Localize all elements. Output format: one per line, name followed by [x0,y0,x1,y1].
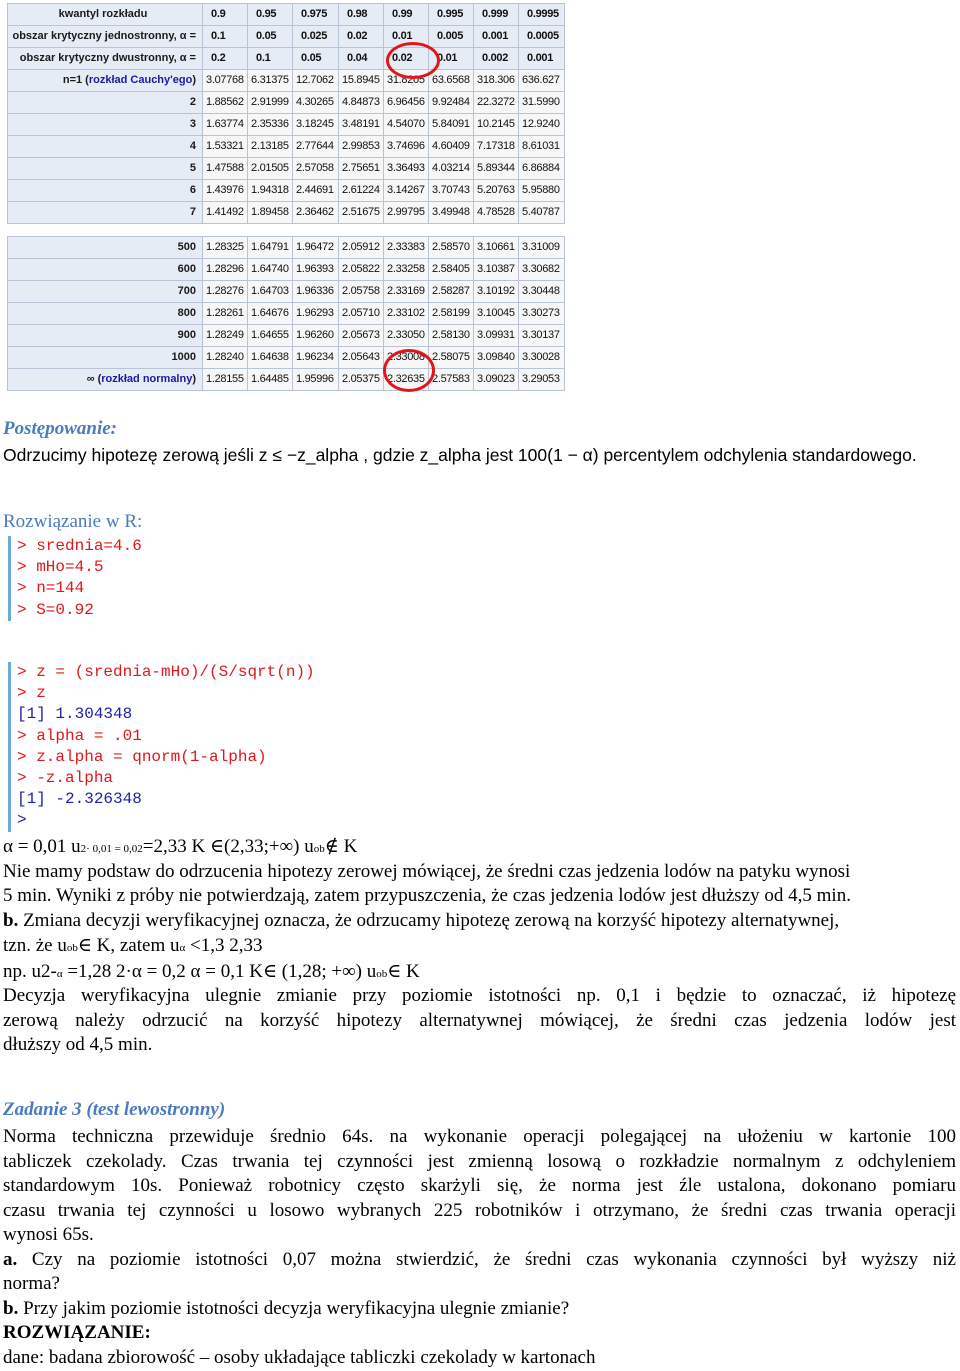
para-b-2sub: ob [66,942,78,954]
table-cell: 2.13185 [248,136,293,158]
question-a-text: Czy na poziomie istotności 0,07 można stwierdzić, że średni czas wykonania czynności był wyższy niż [17,1249,956,1270]
table-row [8,347,565,369]
para-b-text: Zmiana decyzji weryfikacyjnej oznacza, że odrzucamy hipotezę zerową na korzyść hipotezy alternatywnej, [18,910,840,931]
table-cell: 0.999 [474,4,519,26]
table-cell: 0.9 [203,4,248,26]
table-row-label: obszar krytyczny jednostronny, α = [8,26,203,48]
r-code-line: > -z.alpha [17,768,114,787]
table-cell: 1.47588 [203,158,248,180]
table-cell: 6.96456 [384,92,429,114]
para-b-3b: =1,28 2·α = 0,2 α = 0,1 K∈ (1,28; +∞) u [62,961,377,982]
formula-subscript-ob: ob [313,843,325,855]
para1-line-2: 5 min. Wyniki z próby nie potwierdzają, zatem przypuszczenia, że czas jedzenia lodów jest dłuższy od 4,5 min. [3,885,851,906]
table-row-label: 900 [8,325,203,347]
para-b-2b: ∈ K, zatem u [77,935,180,956]
para2-line-2: zerową należy odrzucić na korzyść hipotezy alternatywnej mówiącej, że średni czas jedzenia lodów jest [3,1010,956,1031]
table-cell: 2.58287 [429,281,474,303]
zadanie3-line-5: wynosi 65s. [3,1224,94,1245]
table-cell: 1.64676 [248,303,293,325]
table-cell: 3.10661 [474,237,519,259]
table-cell: 1.95996 [293,369,339,391]
r-console-block-2 [8,662,357,832]
wiki-link[interactable]: rozkład normalny [101,373,193,385]
table-row-label: 1000 [8,347,203,369]
table-cell: 3.18245 [293,114,339,136]
table-row [8,259,565,281]
table-cell: 0.975 [293,4,339,26]
table-cell: 0.05 [293,48,339,70]
table-cell: 2.33169 [384,281,429,303]
table-cell: 0.95 [248,4,293,26]
rozwiazanie-heading: Rozwiązanie w R: [3,511,143,532]
table-cell: 5.20763 [474,180,519,202]
table-cell: 2.33050 [384,325,429,347]
table-cell: 1.64655 [248,325,293,347]
table-row [8,70,565,92]
table-cell: 3.14267 [384,180,429,202]
table-cell: 0.99 [384,4,429,26]
table-cell: 1.28261 [203,303,248,325]
table-cell: 1.96393 [293,259,339,281]
r-console-block-1 [8,536,357,621]
table-row-label: 4 [8,136,203,158]
r-code-line: > n=144 [17,579,85,598]
question-a-line-1 [3,1248,956,1273]
r-code-line: > z = (srednia-mHo)/(S/sqrt(n)) [17,663,315,681]
zadanie3-line-1: Norma techniczna przewiduje średnio 64s. na wykonanie operacji polegającej na ułożeniu w kartonie 100 [3,1126,956,1147]
table-row-label: kwantyl rozkładu [8,4,203,26]
r-code-line: > z.alpha = qnorm(1-alpha) [17,747,267,766]
table-cell: 2.05673 [339,325,384,347]
table-header-row [8,4,565,26]
table-row-label: 700 [8,281,203,303]
table-cell: 2.57058 [293,158,339,180]
table-cell: 2.58075 [429,347,474,369]
table-cell: 1.64703 [248,281,293,303]
table-cell: 22.3272 [474,92,519,114]
table-cell: 12.9240 [519,114,565,136]
r-code-line: > alpha = .01 [17,726,142,745]
table-cell: 63.6568 [429,70,474,92]
table-row [8,136,565,158]
r-code-line: > S=0.92 [17,600,94,619]
table-gap [8,224,565,237]
table-row [8,92,565,114]
table-cell: 2.51675 [339,202,384,224]
table-cell: 1.64485 [248,369,293,391]
r-code-line: > [17,811,27,830]
table-cell: 12.7062 [293,70,339,92]
table-cell: 0.1 [248,48,293,70]
table-cell: 2.36462 [293,202,339,224]
table-cell: 0.04 [339,48,384,70]
table-cell: 2.33383 [384,237,429,259]
table-cell: 3.31009 [519,237,565,259]
table-cell: 0.02 [384,48,429,70]
table-cell: 1.94318 [248,180,293,202]
postepowanie-heading: Postępowanie: [3,418,117,439]
table-cell: 3.48191 [339,114,384,136]
table-row-label: 800 [8,303,203,325]
table-row [8,325,565,347]
table-cell: 6.31375 [248,70,293,92]
table-cell: 0.01 [429,48,474,70]
table-cell: 1.96234 [293,347,339,369]
para-b-3sub: α [56,968,63,980]
table-cell: 4.84873 [339,92,384,114]
para-b-label: b. [3,910,19,931]
table-cell: 3.07768 [203,70,248,92]
table-cell: 1.96293 [293,303,339,325]
table-cell: 1.53321 [203,136,248,158]
table-cell: 3.30682 [519,259,565,281]
table-row [8,237,565,259]
table-row-label: 6 [8,180,203,202]
para-b-line-3 [3,960,956,987]
para-b-2sub2: α [179,942,186,954]
table-row-label: ∞ (rozkład normalny) [8,369,203,391]
table-cell: 2.05710 [339,303,384,325]
table-row-label: 500 [8,237,203,259]
table-cell: 1.28325 [203,237,248,259]
table-row [8,158,565,180]
zadanie3-line-2: tabliczek czekolady. Czas trwania tej czynności jest zmienną losową o rozkładzie normalnym z odchyleniem [3,1151,956,1172]
zadanie3-line-3: standardowym 10s. Ponieważ robotnicy często skarżyli się, że norma jest źle ustalona, dokonano pomiaru [3,1175,956,1196]
table-cell: 2.05912 [339,237,384,259]
question-a-line-2: norma? [3,1273,60,1294]
table-cell: 1.96260 [293,325,339,347]
formula-part-b: =2,33 K ∈(2,33;+∞) u [142,836,314,857]
table-cell: 5.84091 [429,114,474,136]
table-cell: 0.01 [384,26,429,48]
question-b-text: Przy jakim poziomie istotności decyzja weryfikacyjna ulegnie zmianie? [18,1298,570,1319]
table-cell: 3.10387 [474,259,519,281]
para-b-3c: ∈ K [387,961,420,982]
table-cell: 3.74696 [384,136,429,158]
table-cell: 1.96472 [293,237,339,259]
table-cell: 6.86884 [519,158,565,180]
table-cell: 2.99853 [339,136,384,158]
table-cell: 7.17318 [474,136,519,158]
formula-part-a: α = 0,01 u [3,836,81,857]
para-b-3sub2: ob [376,968,388,980]
table-cell: 4.54070 [384,114,429,136]
para-b-3a: np. u2- [3,961,57,982]
table-cell: 2.44691 [293,180,339,202]
table-cell: 2.33008 [384,347,429,369]
table-cell: 1.28155 [203,369,248,391]
para-b-2a: tzn. że u [3,935,67,956]
table-cell: 0.025 [293,26,339,48]
table-cell: 3.30273 [519,303,565,325]
table-header-row [8,48,565,70]
r-output-line: [1] 1.304348 [17,705,133,724]
table-cell: 3.36493 [384,158,429,180]
table-cell: 1.28276 [203,281,248,303]
table-cell: 4.03214 [429,158,474,180]
table-cell: 2.05822 [339,259,384,281]
table-cell: 3.49948 [429,202,474,224]
table-cell: 1.64791 [248,237,293,259]
para1-line-1: Nie mamy podstaw do odrzucenia hipotezy zerowej mówiącej, że średni czas jedzenia lodów na patyku wynosi [3,861,851,882]
table-cell: 5.89344 [474,158,519,180]
table-cell: 636.627 [519,70,565,92]
table-cell: 2.32635 [384,369,429,391]
table-cell: 2.77644 [293,136,339,158]
table-cell: 31.8205 [384,70,429,92]
table-cell: 0.001 [474,26,519,48]
table-row-label: obszar krytyczny dwustronny, α = [8,48,203,70]
table-cell: 1.89458 [248,202,293,224]
table-row-label: 5 [8,158,203,180]
table-cell: 8.61031 [519,136,565,158]
para2-line-1: Decyzja weryfikacyjna ulegnie zmianie przy poziomie istotności np. 0,1 i będzie to oznaczać, iż hipotezę [3,985,956,1006]
table-row-label: 2 [8,92,203,114]
table-cell: 1.28240 [203,347,248,369]
question-b-line [3,1297,956,1322]
para2-line-3: dłuższy od 4,5 min. [3,1034,153,1055]
table-cell: 9.92484 [429,92,474,114]
table-cell: 15.8945 [339,70,384,92]
r-output-line: [1] -2.326348 [17,790,142,809]
table-cell: 2.57583 [429,369,474,391]
table-cell: 31.5990 [519,92,565,114]
table-cell: 1.64740 [248,259,293,281]
table-cell: 0.1 [203,26,248,48]
table-cell: 2.01505 [248,158,293,180]
table-row [8,281,565,303]
table-cell: 5.40787 [519,202,565,224]
para-b-2c: <1,3 2,33 [185,935,263,956]
table-cell: 3.30448 [519,281,565,303]
table-cell: 1.88562 [203,92,248,114]
table-cell: 0.2 [203,48,248,70]
table-cell: 0.002 [474,48,519,70]
table-cell: 0.02 [339,26,384,48]
table-cell: 1.41492 [203,202,248,224]
question-a-label: a. [3,1249,18,1270]
table-cell: 2.05643 [339,347,384,369]
table-cell: 2.58199 [429,303,474,325]
table-cell: 0.995 [429,4,474,26]
table-cell: 3.29053 [519,369,565,391]
rozwiazanie-label: ROZWIĄZANIE: [3,1322,151,1343]
table-row-label: 7 [8,202,203,224]
table-cell: 0.0005 [519,26,565,48]
wiki-link[interactable]: rozkład Cauchy'ego [88,74,193,86]
para-b-line-1 [3,909,956,934]
table-row [8,180,565,202]
table-cell: 0.98 [339,4,384,26]
table-cell: 4.30265 [293,92,339,114]
table-row [8,369,565,391]
table-cell: 2.35336 [248,114,293,136]
table-cell: 0.005 [429,26,474,48]
table-cell: 3.30137 [519,325,565,347]
table-cell: 2.33258 [384,259,429,281]
table-cell: 2.91999 [248,92,293,114]
table-header-row [8,26,565,48]
table-cell: 2.61224 [339,180,384,202]
table-cell: 2.33102 [384,303,429,325]
table-cell: 2.05375 [339,369,384,391]
r-code-line: > srednia=4.6 [17,537,142,555]
table-cell: 3.10192 [474,281,519,303]
table-row [8,202,565,224]
table-cell: 2.58570 [429,237,474,259]
table-cell: 4.60409 [429,136,474,158]
zadanie3-heading: Zadanie 3 (test lewostronny) [3,1099,226,1120]
table-cell: 3.70743 [429,180,474,202]
table-cell: 3.09931 [474,325,519,347]
table-row [8,303,565,325]
table-row-label: n=1 (rozkład Cauchy'ego) [8,70,203,92]
dane-line: dane: badana zbiorowość – osoby układające tabliczki czekolady w kartonach [3,1347,596,1368]
table-cell: 2.58405 [429,259,474,281]
table-row [8,114,565,136]
table-cell: 10.2145 [474,114,519,136]
table-cell: 2.58130 [429,325,474,347]
table-cell: 1.96336 [293,281,339,303]
t-distribution-table [7,3,565,391]
table-cell: 2.75651 [339,158,384,180]
table-cell: 5.95880 [519,180,565,202]
table-cell: 3.10045 [474,303,519,325]
table-cell: 1.64638 [248,347,293,369]
formula-part-c: ∉ K [324,836,358,857]
postepowanie-text: Odrzucimy hipotezę zerową jeśli z ≤ −z_alpha , gdzie z_alpha jest 100(1 − α) percentylem odchylenia standardowego. [3,445,917,465]
table-cell: 1.43976 [203,180,248,202]
r-code-line: > mHo=4.5 [17,558,104,577]
r-code-line: > z [17,684,46,703]
table-cell: 3.09023 [474,369,519,391]
table-cell: 0.9995 [519,4,565,26]
table-cell: 0.05 [248,26,293,48]
table-cell: 2.05758 [339,281,384,303]
table-row-label: 3 [8,114,203,136]
question-b-label: b. [3,1298,19,1319]
table-cell: 2.99795 [384,202,429,224]
table-cell: 3.09840 [474,347,519,369]
table-row-label: 600 [8,259,203,281]
para-b-line-2 [3,934,956,961]
table-cell: 1.63774 [203,114,248,136]
table-cell: 1.28296 [203,259,248,281]
table-cell: 4.78528 [474,202,519,224]
zadanie3-line-4: czasu trwania tej czynności u losowo wybranych 225 robotników i otrzymano, że średni czas trwania operacji [3,1200,956,1221]
formula-subscript: 2· 0,01 = 0,02 [80,843,143,855]
table-cell: 1.28249 [203,325,248,347]
table-cell: 0.001 [519,48,565,70]
table-cell: 3.30028 [519,347,565,369]
formula-line [3,835,956,862]
table-cell: 318.306 [474,70,519,92]
